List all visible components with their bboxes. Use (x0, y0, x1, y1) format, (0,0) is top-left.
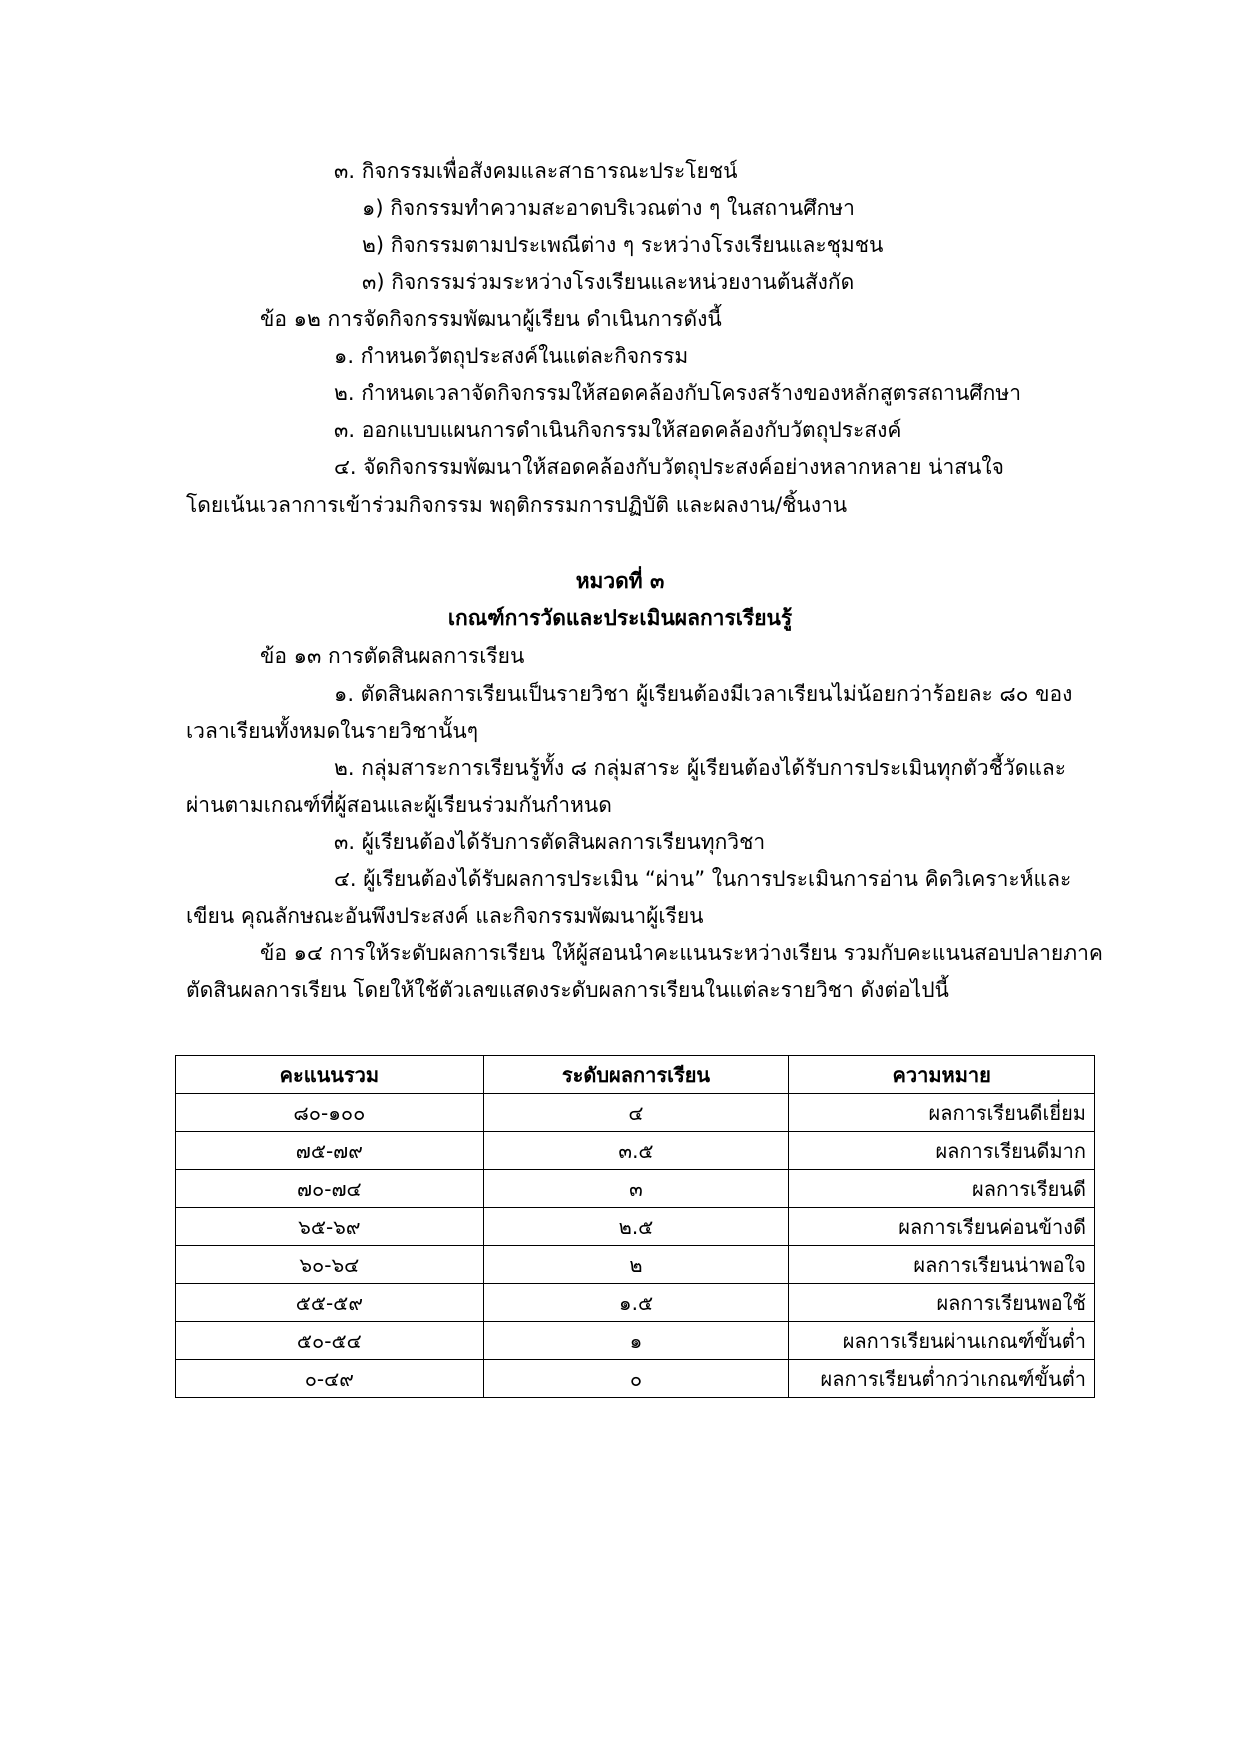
meaning-cell: ผลการเรียนดีเยี่ยม (789, 1094, 1095, 1132)
score-cell: ๖๐-๖๔ (176, 1246, 484, 1284)
grade-cell: ๐ (483, 1360, 789, 1398)
table-row (176, 1284, 1095, 1322)
header-meaning: ความหมาย (789, 1056, 1095, 1094)
score-cell: ๕๕-๕๙ (176, 1284, 484, 1322)
list-item: ๓. ผู้เรียนต้องได้รับการตัดสินผลการเรียนทุกวิชา (334, 830, 766, 854)
score-cell: ๖๕-๖๙ (176, 1208, 484, 1246)
score-cell: ๐-๔๙ (176, 1360, 484, 1398)
list-item: ๓. กิจกรรมเพื่อสังคมและสาธารณะประโยชน์ (334, 159, 738, 183)
meaning-cell: ผลการเรียนดี (789, 1170, 1095, 1208)
score-cell: ๗๐-๗๔ (176, 1170, 484, 1208)
table-header-row (176, 1056, 1095, 1094)
grade-cell: ๔ (483, 1094, 789, 1132)
clause-heading: ข้อ ๑๒ การจัดกิจกรรมพัฒนาผู้เรียน ดำเนินการดังนี้ (260, 307, 722, 331)
paragraph-continuation: โดยเน้นเวลาการเข้าร่วมกิจกรรม พฤติกรรมการปฏิบัติ และผลงาน/ชิ้นงาน (186, 493, 848, 517)
score-cell: ๕๐-๕๔ (176, 1322, 484, 1360)
grade-cell: ๒ (483, 1246, 789, 1284)
table-row (176, 1170, 1095, 1208)
clause-heading: ข้อ ๑๔ การให้ระดับผลการเรียน ให้ผู้สอนนำคะแนนระหว่างเรียน รวมกับคะแนนสอบปลายภาค (260, 941, 1103, 965)
table-row (176, 1360, 1095, 1398)
list-item: ๔. ผู้เรียนต้องได้รับผลการประเมิน “ผ่าน” ในการประเมินการอ่าน คิดวิเคราะห์และ (334, 867, 1072, 891)
list-item: ๔. จัดกิจกรรมพัฒนาให้สอดคล้องกับวัตถุประสงค์อย่างหลากหลาย น่าสนใจ (334, 455, 1004, 479)
grade-cell: ๒.๕ (483, 1208, 789, 1246)
meaning-cell: ผลการเรียนดีมาก (789, 1132, 1095, 1170)
list-item: ๑) กิจกรรมทำความสะอาดบริเวณต่าง ๆ ในสถานศึกษา (362, 196, 855, 220)
list-item: ๓) กิจกรรมร่วมระหว่างโรงเรียนและหน่วยงานต้นสังกัด (362, 270, 855, 294)
list-item: ๓. ออกแบบแผนการดำเนินกิจกรรมให้สอดคล้องกับวัตถุประสงค์ (334, 418, 902, 442)
table-row (176, 1094, 1095, 1132)
grade-table (175, 1055, 1095, 1398)
grade-cell: ๑ (483, 1322, 789, 1360)
header-grade-level: ระดับผลการเรียน (483, 1056, 789, 1094)
table-row (176, 1246, 1095, 1284)
meaning-cell: ผลการเรียนต่ำกว่าเกณฑ์ขั้นต่ำ (789, 1360, 1095, 1398)
meaning-cell: ผลการเรียนผ่านเกณฑ์ขั้นต่ำ (789, 1322, 1095, 1360)
score-cell: ๘๐-๑๐๐ (176, 1094, 484, 1132)
list-item: ๒) กิจกรรมตามประเพณีต่าง ๆ ระหว่างโรงเรียนและชุมชน (362, 233, 884, 257)
header-total-score: คะแนนรวม (176, 1056, 484, 1094)
grade-cell: ๓.๕ (483, 1132, 789, 1170)
section-title: เกณฑ์การวัดและประเมินผลการเรียนรู้ (447, 606, 793, 630)
paragraph-continuation: เขียน คุณลักษณะอันพึงประสงค์ และกิจกรรมพัฒนาผู้เรียน (186, 904, 704, 928)
list-item: ๑. กำหนดวัตถุประสงค์ในแต่ละกิจกรรม (334, 344, 689, 368)
table-row (176, 1208, 1095, 1246)
list-item: ๒. กำหนดเวลาจัดกิจกรรมให้สอดคล้องกับโครงสร้างของหลักสูตรสถานศึกษา (334, 381, 1021, 405)
section-heading: หมวดที่ ๓ (575, 569, 665, 593)
meaning-cell: ผลการเรียนค่อนข้างดี (789, 1208, 1095, 1246)
meaning-cell: ผลการเรียนน่าพอใจ (789, 1246, 1095, 1284)
list-item: ๒. กลุ่มสาระการเรียนรู้ทั้ง ๘ กลุ่มสาระ ผู้เรียนต้องได้รับการประเมินทุกตัวชี้วัดและ (334, 756, 1067, 780)
grade-cell: ๓ (483, 1170, 789, 1208)
clause-heading: ข้อ ๑๓ การตัดสินผลการเรียน (260, 644, 525, 668)
meaning-cell: ผลการเรียนพอใช้ (789, 1284, 1095, 1322)
table-row (176, 1322, 1095, 1360)
list-item: ๑. ตัดสินผลการเรียนเป็นรายวิชา ผู้เรียนต้องมีเวลาเรียนไม่น้อยกว่าร้อยละ ๘๐ ของ (334, 682, 1073, 706)
paragraph-continuation: เวลาเรียนทั้งหมดในรายวิชานั้นๆ (186, 719, 478, 743)
grade-cell: ๑.๕ (483, 1284, 789, 1322)
score-cell: ๗๕-๗๙ (176, 1132, 484, 1170)
table-row (176, 1132, 1095, 1170)
paragraph-continuation: ตัดสินผลการเรียน โดยให้ใช้ตัวเลขแสดงระดับผลการเรียนในแต่ละรายวิชา ดังต่อไปนี้ (186, 978, 949, 1002)
paragraph-continuation: ผ่านตามเกณฑ์ที่ผู้สอนและผู้เรียนร่วมกันกำหนด (186, 793, 612, 817)
